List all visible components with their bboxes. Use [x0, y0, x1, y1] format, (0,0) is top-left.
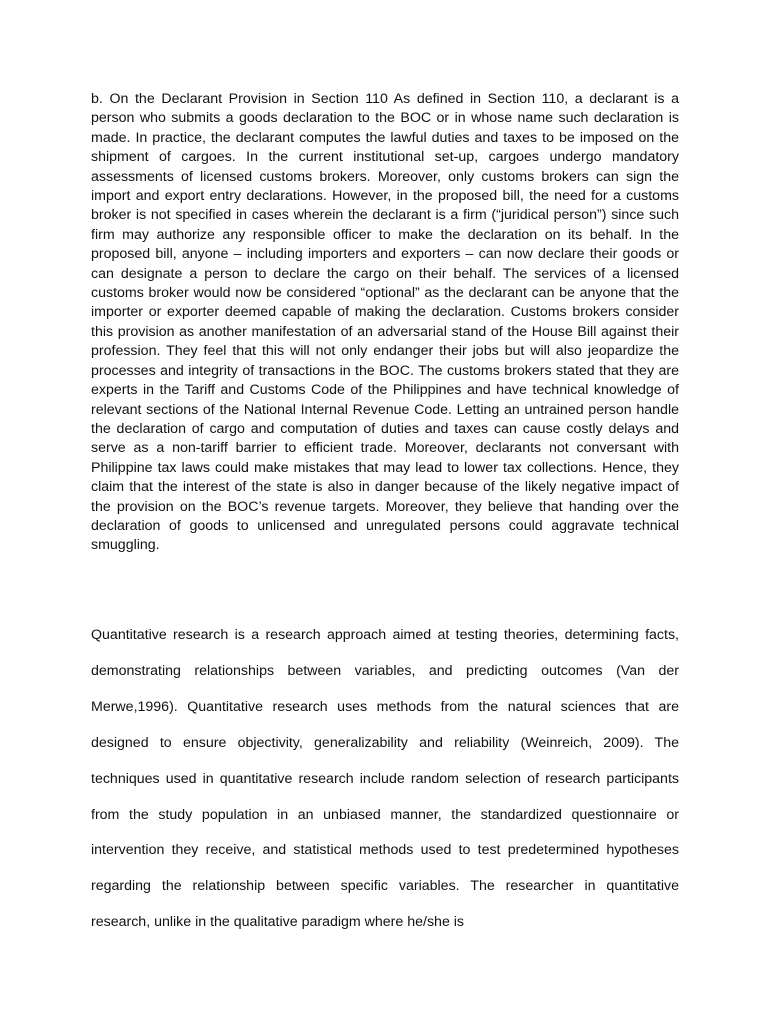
declarant-provision-paragraph: b. On the Declarant Provision in Section 110 As defined in Section 110, a declarant is a person who submits a goods declaration to the BOC or in whose name such declaration is made. In practice, the declarant computes the lawful duties and taxes to be imposed on the shipment of cargoes. In the current institutional set-up, cargoes undergo mandatory assessments of licensed customs brokers. Moreover, only customs brokers can sign the import and export entry declarations. However, in the proposed bill, the need for a customs broker is not specified in cases wherein the declarant is a firm (“juridical person”) since such firm may authorize any responsible officer to make the declaration on its behalf. In the proposed bill, anyone – including importers and exporters – can now declare their goods or can designate a person to declare the cargo on their behalf. The services of a licensed customs broker would now be considered “optional” as the declarant can be anyone that the importer or exporter deemed capable of making the declaration. Customs brokers consider this provision as another manifestation of an adversarial stand of the House Bill against their profession. They feel that this will not only endanger their jobs but will also jeopardize the processes and integrity of transactions in the BOC. The customs brokers stated that they are experts in the Tariff and Customs Code of the Philippines and have technical knowledge of relevant sections of the National Internal Revenue Code. Letting an untrained person handle the declaration of cargo and computation of duties and taxes can cause costly delays and serve as a non-tariff barrier to efficient trade. Moreover, declarants not conversant with Philippine tax laws could make mistakes that may lead to lower tax collections. Hence, they claim that the interest of the state is also in danger because of the likely negative impact of the provision on the BOC’s revenue targets. Moreover, they believe that handing over the declaration of goods to unlicensed and unregulated persons could aggravate technical smuggling.: [91, 91, 679, 554]
quantitative-research-paragraph: Quantitative research is a research approach aimed at testing theories, determining facts, demonstrating relationships between variables, and predicting outcomes (Van der Merwe,1996). Quantitative research uses methods from the natural sciences that are designed to ensure objectivity, generalizability and reliability (Weinreich, 2009). The techniques used in quantitative research include random selection of research participants from the study population in an unbiased manner, the standardized questionnaire or intervention they receive, and statistical methods used to test predetermined hypotheses regarding the relationship between specific variables. The researcher in quantitative research, unlike in the qualitative paradigm where he/she is: [91, 627, 679, 931]
